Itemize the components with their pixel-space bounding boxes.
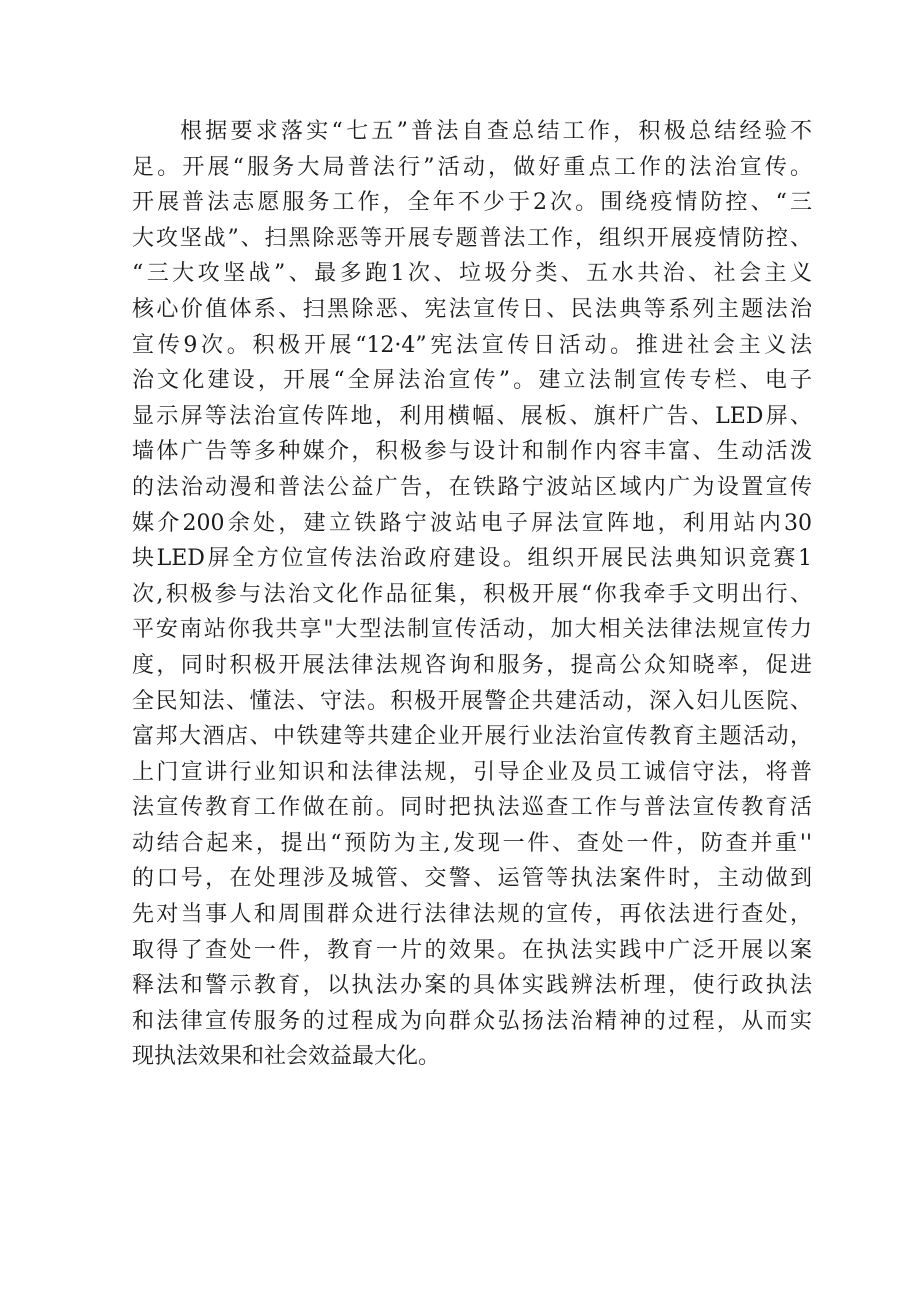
- paragraph-line: 取得了查处一件，教育一片的效果。在执法实践中广泛开展以案: [132, 937, 812, 963]
- paragraph-line: 宣传9次。积极开展“12·4”宪法宣传日活动。推进社会主义法: [132, 332, 812, 358]
- paragraph-line: 治文化建设，开展“全屏法治宣传”。建立法制宣传专栏、电子: [132, 368, 812, 394]
- paragraph-line: 核心价值体系、扫黑除恶、宪法宣传日、民法典等系列主题法治: [132, 296, 812, 322]
- paragraph-line: 媒介200余处，建立铁路宁波站电子屏法宣阵地，利用站内30: [132, 510, 812, 536]
- paragraph-line: 释法和警示教育，以执法办案的具体实践辨法析理，使行政执法: [132, 973, 812, 999]
- paragraph-line: 大攻坚战”、扫黑除恶等开展专题普法工作，组织开展疫情防控、: [132, 225, 812, 251]
- paragraph-line: 法宣传教育工作做在前。同时把执法巡查工作与普法宣传教育活: [132, 795, 812, 821]
- paragraph-line: 和法律宣传服务的过程成为向群众弘扬法治精神的过程，从而实: [132, 1008, 812, 1034]
- paragraph-line: 富邦大酒店、中铁建等共建企业开展行业法治宣传教育主题活动，: [132, 724, 812, 750]
- paragraph-line: 开展普法志愿服务工作，全年不少于2次。围绕疫情防控、“三: [132, 190, 812, 216]
- paragraph-line: 度，同时积极开展法律法规咨询和服务，提高公众知晓率，促进: [132, 652, 812, 678]
- paragraph-line: 平安南站你我共享"大型法制宣传活动，加大相关法律法规宣传力: [132, 617, 812, 643]
- paragraph-line: 的口号，在处理涉及城管、交警、运管等执法案件时，主动做到: [132, 866, 812, 892]
- paragraph-line: 的法治动漫和普法公益广告，在铁路宁波站区域内广为设置宣传: [132, 474, 812, 500]
- paragraph-line: 足。开展“服务大局普法行”活动，做好重点工作的法治宣传。: [132, 154, 812, 180]
- paragraph-line: 墙体广告等多种媒介，积极参与设计和制作内容丰富、生动活泼: [132, 439, 812, 465]
- paragraph-line: 现执法效果和社会效益最大化。: [132, 1044, 441, 1070]
- paragraph-line: 次,积极参与法治文化作品征集，积极开展“你我牵手文明出行、: [132, 581, 812, 607]
- paragraph-line: 根据要求落实“七五”普法自查总结工作，积极总结经验不: [180, 119, 812, 144]
- paragraph-line: 上门宣讲行业知识和法律法规，引导企业及员工诚信守法，将普: [132, 759, 812, 785]
- body-paragraph: [132, 114, 812, 1075]
- paragraph-line: 块LED屏全方位宣传法治政府建设。组织开展民法典知识竞赛1: [132, 546, 812, 572]
- paragraph-line: 先对当事人和周围群众进行法律法规的宣传，再依法进行查处，: [132, 902, 812, 928]
- paragraph-line: “三大攻坚战”、最多跑1次、垃圾分类、五水共治、社会主义: [132, 261, 812, 287]
- paragraph-line: 全民知法、懂法、守法。积极开展警企共建活动，深入妇儿医院、: [132, 688, 812, 714]
- paragraph-line: 动结合起来，提出“预防为主,发现一件、查处一件，防查并重'': [132, 830, 812, 856]
- paragraph-line: 显示屏等法治宣传阵地，利用横幅、展板、旗杆广告、LED屏、: [132, 403, 812, 429]
